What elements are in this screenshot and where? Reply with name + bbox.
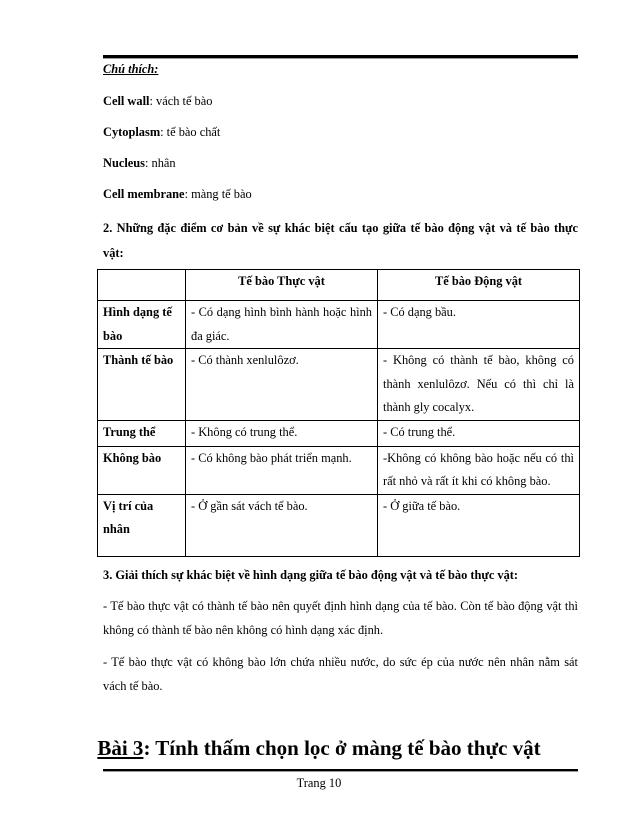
header-rule <box>103 55 578 59</box>
legend-item-nucleus: Nucleus: nhân <box>103 156 176 170</box>
section3-heading: 3. Giải thích sự khác biệt về hình dạng giữa tế bào động vật và tế bào thực vật: <box>103 568 519 582</box>
table-row <box>98 494 580 556</box>
plant-cell: - Có thành xenlulôzơ. <box>186 349 378 421</box>
legend-item-cell-membrane: Cell membrane: màng tế bào <box>103 187 252 201</box>
plant-cell: - Có dạng hình bình hành hoặc hình đa giác. <box>186 301 378 349</box>
section2-heading-line1: 2. Những đặc điểm cơ bản về sự khác biệt cấu tạo giữa tế bào động vật và tế bào thực <box>103 221 578 235</box>
lesson-heading <box>0 736 638 761</box>
table-header-row <box>98 270 580 301</box>
legend-caption: Chú thích: <box>103 62 159 76</box>
table-header-animal: Tế bào Động vật <box>378 270 580 301</box>
animal-cell: -Không có không bào hoặc nếu có thì rất nhỏ và rất ít khi có không bào. <box>378 446 580 494</box>
section2-heading-line2: vật: <box>103 246 124 260</box>
animal-cell: - Có dạng bầu. <box>378 301 580 349</box>
legend-item-cytoplasm: Cytoplasm: tế bào chất <box>103 125 221 139</box>
row-label: Thành tế bào <box>98 349 186 421</box>
section3-para2-line2: vách tế bào. <box>103 679 163 693</box>
row-label: Không bào <box>98 446 186 494</box>
section3-para1-line1: - Tế bào thực vật có thành tế bào nên quyết định hình dạng của tế bào. Còn tế bào động vật thì <box>103 599 578 613</box>
plant-cell: - Ở gần sát vách tế bào. <box>186 494 378 556</box>
row-label: Vị trí của nhân <box>98 494 186 556</box>
table-header-blank <box>98 270 186 301</box>
lesson-number: Bài 3 <box>97 736 144 760</box>
plant-cell: - Không có trung thể. <box>186 420 378 446</box>
row-label: Trung thể <box>98 420 186 446</box>
section3-para2-line1: - Tế bào thực vật có không bào lớn chứa nhiều nước, do sức ép của nước nên nhân nằm sát <box>103 655 578 669</box>
table-row <box>98 446 580 494</box>
plant-cell: - Có không bào phát triển mạnh. <box>186 446 378 494</box>
legend-item-cell-wall: Cell wall: vách tế bào <box>103 94 213 108</box>
section3-para1-line2: không có thành tế bào nên không có hình dạng xác định. <box>103 623 384 637</box>
row-label: Hình dạng tế bào <box>98 301 186 349</box>
footer-rule <box>103 769 578 772</box>
table-row <box>98 420 580 446</box>
table-header-plant: Tế bào Thực vật <box>186 270 378 301</box>
animal-cell: - Không có thành tế bào, không có thành xenlulôzơ. Nếu có thì chỉ là thành gly cocalyx. <box>378 349 580 421</box>
comparison-table <box>97 269 580 557</box>
page-number: Trang 10 <box>296 776 342 790</box>
animal-cell: - Có trung thể. <box>378 420 580 446</box>
lesson-title: : Tính thấm chọn lọc ở màng tế bào thực vật <box>143 736 541 760</box>
table-row <box>98 349 580 421</box>
animal-cell: - Ở giữa tế bào. <box>378 494 580 556</box>
table-row <box>98 301 580 349</box>
